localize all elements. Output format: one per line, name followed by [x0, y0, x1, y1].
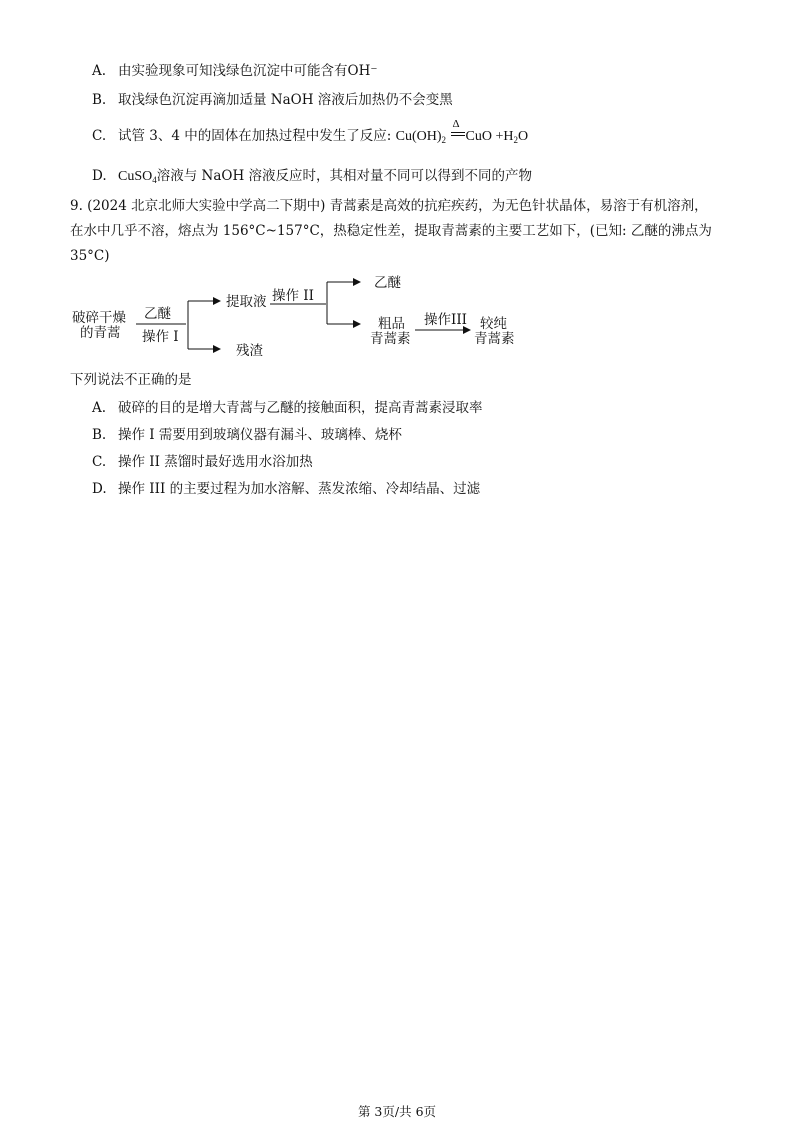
question-9-line3: 35°C): [70, 248, 110, 264]
operation-2-label: 操作 II: [272, 288, 314, 304]
formula-o: O: [518, 129, 529, 144]
option-d: [92, 480, 480, 498]
option-text: 溶液与 NaOH 溶液反应时，其相对量不同可以得到不同的产物: [156, 168, 533, 184]
option-text: 破碎的目的是增大青蒿与乙醚的接触面积，提高青蒿素浸取率: [118, 400, 483, 416]
option-label: C.: [92, 454, 107, 470]
option-text: 操作 II 蒸馏时最好选用水浴加热: [118, 454, 313, 470]
reaction-formula: $Cu(OH)_2$ Δ CuO $+H_2O$: [396, 129, 529, 144]
option-text: 操作 I 需要用到玻璃仪器有漏斗、玻璃棒、烧杯: [118, 427, 402, 443]
option-a-prev: [92, 62, 377, 80]
option-text: 试管 3、4 中的固体在加热过程中发生了反应:: [118, 128, 392, 144]
option-label: B.: [92, 92, 107, 108]
start-material-line1: 破碎干燥: [72, 310, 126, 326]
operation-1-label: 操作 I: [142, 329, 179, 345]
operation-3-label: 操作III: [424, 312, 467, 328]
pure-node-line2: 青蒿素: [474, 331, 515, 347]
delta-symbol: Δ: [452, 118, 460, 130]
process-flowchart: [60, 268, 540, 378]
option-d-prev: [92, 167, 532, 189]
option-label: D.: [92, 168, 107, 184]
option-a: [92, 399, 483, 417]
option-b: [92, 426, 402, 444]
page-number: 第 3页/共 6页: [357, 1104, 437, 1119]
option-text: 操作 III 的主要过程为加水溶解、蒸发浓缩、冷却结晶、过滤: [118, 481, 481, 497]
option-c-prev: [92, 118, 529, 149]
ether-node: 乙醚: [374, 275, 401, 291]
question-9-line2: 在水中几乎不溶，熔点为 156°C~157°C，热稳定性差，提取青蒿素的主要工艺如下，(已知: 乙醚的沸点为: [70, 223, 712, 239]
heat-condition: [450, 118, 466, 146]
option-label: D.: [92, 481, 107, 497]
formula-sub: 2: [441, 135, 447, 145]
formula-sub: 2: [513, 135, 519, 145]
crude-node-line2: 青蒿素: [370, 331, 411, 347]
option-text: 取浅绿色沉淀再滴加适量 NaOH 溶液后加热仍不会变黑: [118, 92, 453, 108]
option-b-prev: [92, 91, 453, 109]
option-text: 由实验现象可知浅绿色沉淀中可能含有OH⁻: [118, 63, 378, 79]
option-label: C.: [92, 128, 107, 144]
option-c: [92, 453, 313, 471]
formula-cuso4: CuSO$_4$: [118, 169, 157, 185]
extract-node: 提取液: [226, 294, 267, 310]
reagent-label: 乙醚: [144, 306, 171, 322]
option-label: B.: [92, 427, 107, 443]
formula-plus: +: [495, 129, 504, 144]
residue-node: 残渣: [236, 343, 263, 359]
formula-h: H: [503, 129, 514, 144]
formula-cu: Cu: [395, 129, 412, 144]
flowchart-arrows: [60, 268, 540, 378]
start-material-line2: 的青蒿: [80, 325, 121, 341]
pure-node-line1: 较纯: [480, 316, 507, 332]
formula-oh: OH: [416, 129, 437, 144]
option-label: A.: [92, 400, 107, 416]
formula-cuo: CuO: [465, 129, 492, 144]
option-label: A.: [92, 63, 107, 79]
question-prompt: 下列说法不正确的是: [70, 372, 192, 388]
question-9-line1: 9. (2024 北京北师大实验中学高二下期中) 青蒿素是高效的抗疟疾药，为无色针状晶体，易溶于有机溶剂，: [70, 198, 708, 214]
crude-node-line1: 粗品: [378, 316, 405, 332]
